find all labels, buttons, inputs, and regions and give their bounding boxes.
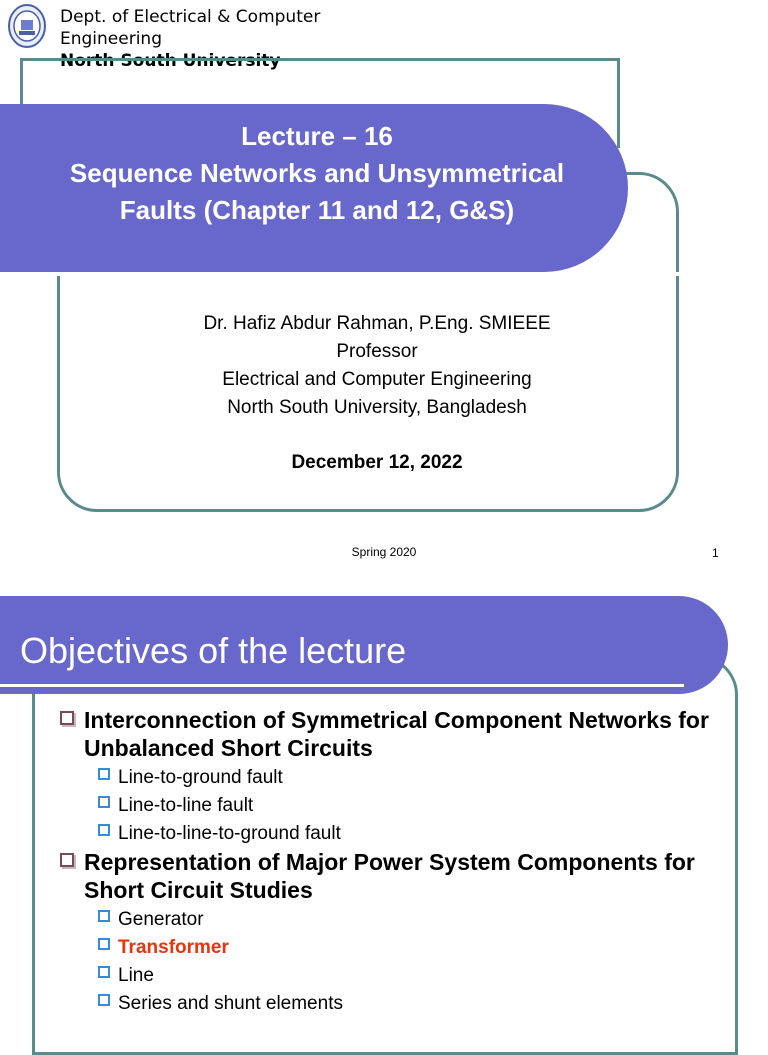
lecture-title-line-2: Sequence Networks and Unsymmetrical (69, 158, 565, 188)
objectives-title: Objectives of the lecture (20, 630, 407, 671)
square-bullet-icon (60, 711, 74, 725)
department-line-1: Dept. of Electrical & Computer (60, 7, 321, 27)
square-bullet-icon (98, 938, 110, 950)
author-university: North South University, Bangladesh (227, 397, 527, 418)
objectives-list (60, 706, 740, 1018)
square-bullet-icon (98, 994, 110, 1006)
sub-list-item (98, 820, 740, 848)
sub-list-item-text-highlighted: Transformer (118, 937, 229, 958)
list-item (60, 848, 740, 904)
band-underline (0, 684, 684, 687)
list-item-text: Representation of Major Power System Components for Short Circuit Studies (84, 849, 695, 903)
lecture-title-line-3: Faults (Chapter 11 and 12, G&S) (119, 195, 515, 225)
sub-list-item-text: Line (118, 965, 154, 986)
sub-list-item-text: Line-to-line-to-ground fault (118, 823, 341, 844)
sub-list-item (98, 990, 740, 1018)
sub-list-item (98, 764, 740, 792)
sub-list-item-text: Line-to-line fault (118, 795, 254, 816)
sub-list-item-text: Series and shunt elements (118, 993, 343, 1014)
square-bullet-icon (98, 768, 110, 780)
square-bullet-icon (98, 796, 110, 808)
list-item (60, 706, 740, 762)
page-number: 1 (712, 546, 719, 560)
author-name: Dr. Hafiz Abdur Rahman, P.Eng. SMIEEE (203, 313, 551, 334)
square-bullet-icon (98, 966, 110, 978)
band-underline (0, 272, 680, 276)
sub-list-item (98, 792, 740, 820)
square-bullet-icon (98, 824, 110, 836)
department-line-2: Engineering (60, 29, 162, 49)
slide-footer: Spring 2020 (351, 545, 417, 559)
sub-list-item-text: Generator (118, 909, 204, 930)
sub-list-item (98, 906, 740, 934)
university-name: North South University (60, 51, 281, 71)
author-block (72, 310, 682, 422)
author-title: Professor (336, 341, 418, 362)
sub-list-item (98, 934, 740, 962)
university-logo-icon (8, 4, 46, 48)
sub-list-item-text: Line-to-ground fault (118, 767, 283, 788)
author-department: Electrical and Computer Engineering (222, 369, 532, 390)
lecture-title (20, 118, 614, 229)
list-item-text: Interconnection of Symmetrical Component Networks for Unbalanced Short Circuits (84, 707, 709, 761)
lecture-number: Lecture – 16 (241, 121, 393, 151)
sub-list-item (98, 962, 740, 990)
square-bullet-icon (98, 910, 110, 922)
lecture-date: December 12, 2022 (291, 452, 463, 473)
square-bullet-icon (60, 853, 74, 867)
